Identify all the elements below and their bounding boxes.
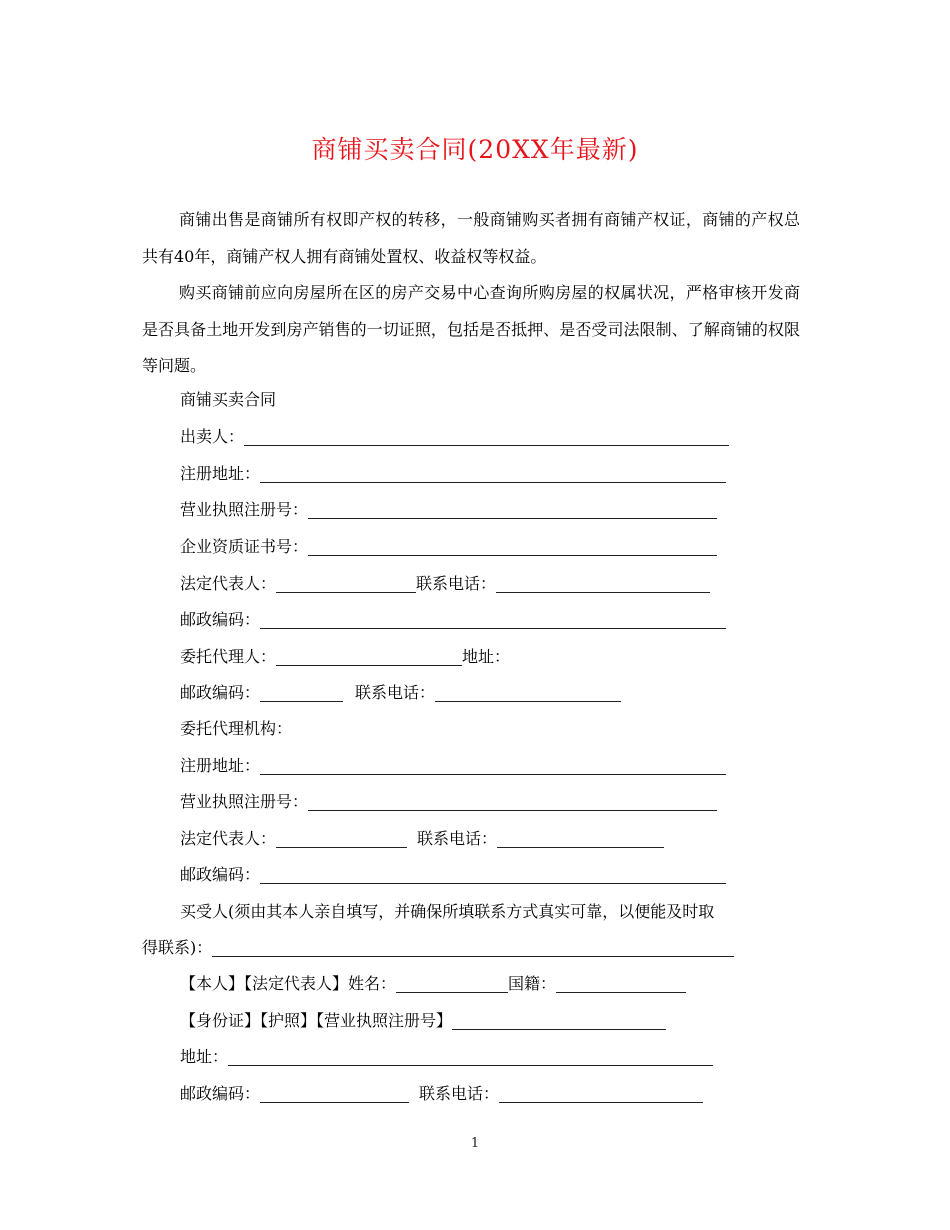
buyer-address-blank[interactable] xyxy=(228,1045,713,1066)
buyer-name-row xyxy=(180,969,686,999)
agency-legal-rep-blank[interactable] xyxy=(276,827,407,848)
seller-legal-rep-blank[interactable] xyxy=(276,572,416,593)
buyer-contact-blank[interactable] xyxy=(212,936,734,957)
agency-phone-label: 联系电话： xyxy=(417,829,498,848)
seller-agent-contact-row xyxy=(180,678,621,708)
seller-name-row xyxy=(180,422,729,452)
agency-phone-blank[interactable] xyxy=(497,827,664,848)
page-number: 1 xyxy=(470,1136,480,1151)
contract-heading: 商铺买卖合同 xyxy=(180,390,277,409)
intro-paragraph-1: 商铺出售是商铺所有权即产权的转移，一般商铺购买者拥有商铺产权证，商铺的产权总共有40年，商铺产权人拥有商铺处置权、收益权等权益。 xyxy=(142,210,800,266)
agency-address-blank[interactable] xyxy=(260,754,726,775)
seller-postcode-blank[interactable] xyxy=(260,608,726,629)
agency-legal-rep-row xyxy=(180,824,664,854)
buyer-phone-label: 联系电话： xyxy=(419,1084,500,1103)
buyer-contact-row xyxy=(180,1079,703,1109)
agency-license-row xyxy=(180,787,717,817)
buyer-address-row xyxy=(180,1042,713,1072)
seller-agent-postcode-blank[interactable] xyxy=(260,681,343,702)
buyer-heading-row-2 xyxy=(142,933,734,963)
seller-legal-rep-row xyxy=(180,569,710,599)
seller-agent-postcode-label: 邮政编码： xyxy=(180,683,261,702)
seller-postcode-label: 邮政编码： xyxy=(180,610,261,629)
seller-legal-rep-label: 法定代表人： xyxy=(180,574,277,593)
seller-address-blank[interactable] xyxy=(260,462,726,483)
buyer-heading-cont: 得联系)： xyxy=(142,938,213,957)
agency-heading-row xyxy=(180,714,292,744)
buyer-id-row xyxy=(180,1006,666,1036)
seller-agent-blank[interactable] xyxy=(276,645,462,666)
seller-name-label: 出卖人： xyxy=(180,427,245,446)
seller-license-row xyxy=(180,495,717,525)
seller-qualification-label: 企业资质证书号： xyxy=(180,537,309,556)
buyer-name-blank[interactable] xyxy=(396,972,508,993)
document-title: 商铺买卖合同(20XX年最新) xyxy=(311,135,639,164)
seller-agent-phone-label: 联系电话： xyxy=(355,683,436,702)
seller-postcode-row xyxy=(180,605,726,635)
buyer-name-label: 【本人】【法定代表人】姓名： xyxy=(180,974,397,993)
seller-license-blank[interactable] xyxy=(308,498,717,519)
agency-postcode-row xyxy=(180,860,726,890)
intro-paragraph-2: 购买商铺前应向房屋所在区的房产交易中心查询所购房屋的权属状况，严格审核开发商是否具备土地开发到房产销售的一切证照，包括是否抵押、是否受司法限制、了解商铺的权限等问题。 xyxy=(142,283,800,375)
seller-license-label: 营业执照注册号： xyxy=(180,500,309,519)
seller-agent-address-label: 地址： xyxy=(462,647,511,666)
seller-agent-label: 委托代理人： xyxy=(180,647,277,666)
agency-postcode-label: 邮政编码： xyxy=(180,865,261,884)
seller-name-blank[interactable] xyxy=(244,425,729,446)
agency-heading: 委托代理机构： xyxy=(180,719,293,738)
buyer-address-label: 地址： xyxy=(180,1047,229,1066)
agency-license-blank[interactable] xyxy=(308,790,717,811)
agency-address-label: 注册地址： xyxy=(180,756,261,775)
buyer-nationality-label: 国籍： xyxy=(508,974,557,993)
agency-license-label: 营业执照注册号： xyxy=(180,792,309,811)
agency-address-row xyxy=(180,751,726,781)
buyer-phone-blank[interactable] xyxy=(499,1082,703,1103)
seller-agent-row xyxy=(180,642,510,672)
agency-legal-rep-label: 法定代表人： xyxy=(180,829,277,848)
buyer-postcode-label: 邮政编码： xyxy=(180,1084,261,1103)
buyer-heading: 买受人(须由其本人亲自填写，并确保所填联系方式真实可靠，以便能及时取 xyxy=(180,902,715,921)
agency-postcode-blank[interactable] xyxy=(260,863,726,884)
buyer-heading-row xyxy=(180,897,714,927)
buyer-id-blank[interactable] xyxy=(452,1009,666,1030)
seller-address-label: 注册地址： xyxy=(180,464,261,483)
seller-address-row xyxy=(180,459,726,489)
buyer-nationality-blank[interactable] xyxy=(556,972,686,993)
seller-qualification-row xyxy=(180,532,717,562)
seller-agent-phone-blank[interactable] xyxy=(435,681,621,702)
buyer-postcode-blank[interactable] xyxy=(260,1082,409,1103)
buyer-id-label: 【身份证】【护照】【营业执照注册号】 xyxy=(180,1011,453,1030)
seller-qualification-blank[interactable] xyxy=(308,535,717,556)
seller-phone-label: 联系电话： xyxy=(416,574,497,593)
seller-phone-blank[interactable] xyxy=(496,572,710,593)
